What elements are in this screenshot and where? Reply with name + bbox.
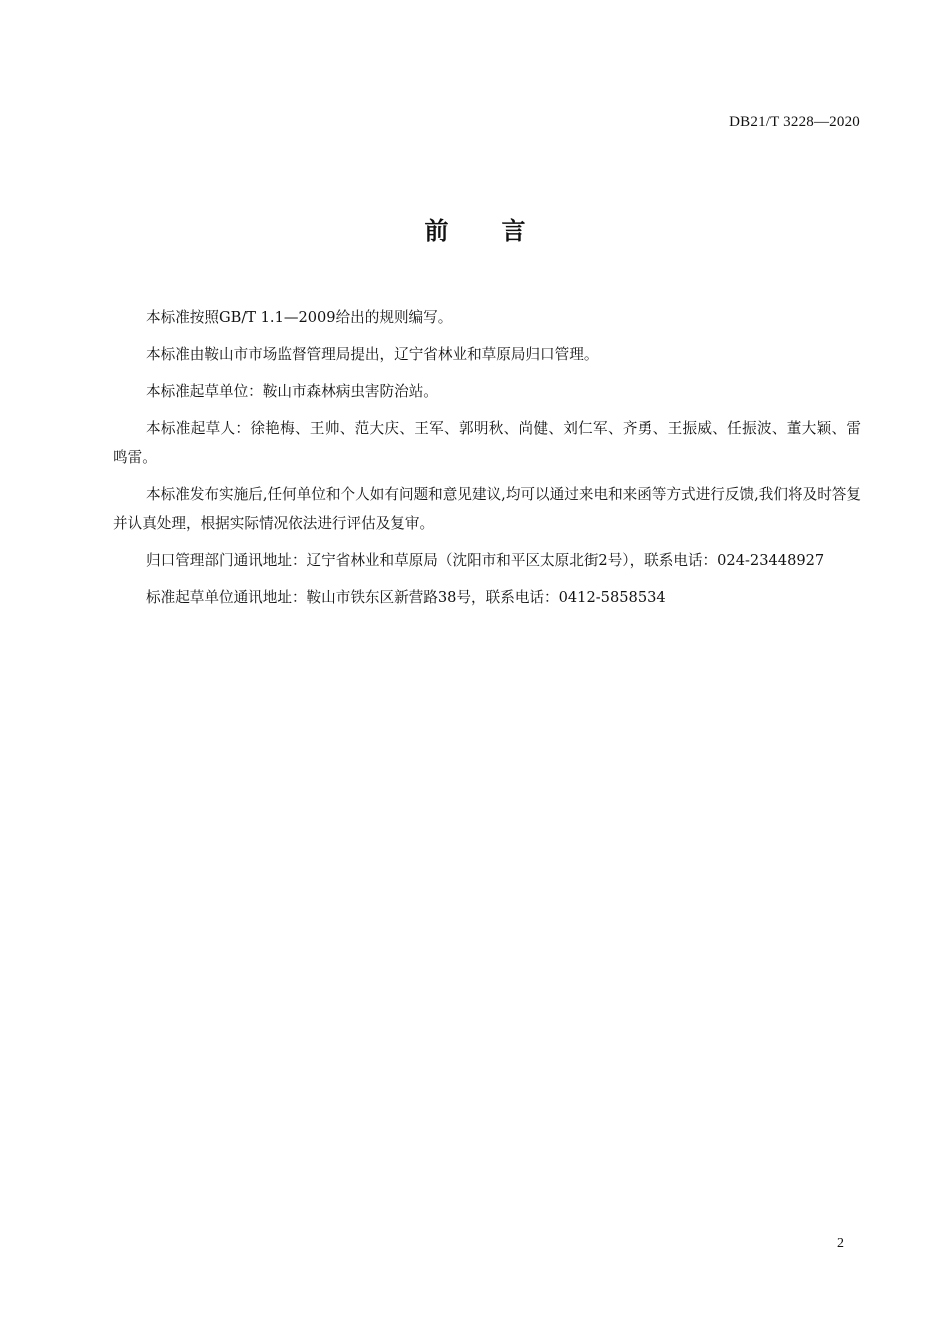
- paragraph-proposer: 本标准由鞍山市市场监督管理局提出，辽宁省林业和草原局归口管理。: [146, 346, 599, 363]
- paragraph-drafters: 本标准起草人：徐艳梅、王帅、范大庆、王军、郭明秋、尚健、刘仁军、齐勇、王振威、任振波、董大颖、雷鸣雷。: [113, 420, 861, 466]
- paragraph-management-address: 归口管理部门通讯地址：辽宁省林业和草原局（沈阳市和平区太原北街2号），联系电话：024-23448927: [146, 552, 825, 569]
- title-char-1: 前: [424, 217, 449, 245]
- paragraph-drafting-unit-address: 标准起草单位通讯地址：鞍山市铁东区新营路38号，联系电话：0412-5858534: [146, 589, 666, 606]
- paragraph-drafting-rules: 本标准按照GB/T 1.1—2009给出的规则编写。: [146, 309, 453, 326]
- paragraph-feedback: 本标准发布实施后,任何单位和个人如有问题和意见建议,均可以通过来电和来函等方式进行反馈,我们将及时答复并认真处理，根据实际情况依法进行评估及复审。: [113, 486, 861, 532]
- standard-code: DB21/T 3228—2020: [729, 114, 860, 130]
- page-number: 2: [837, 1236, 844, 1251]
- paragraph-drafting-unit: 本标准起草单位：鞍山市森林病虫害防治站。: [146, 383, 438, 400]
- foreword-body: [113, 303, 861, 620]
- page-title: [0, 211, 950, 246]
- title-char-2: 言: [501, 217, 526, 245]
